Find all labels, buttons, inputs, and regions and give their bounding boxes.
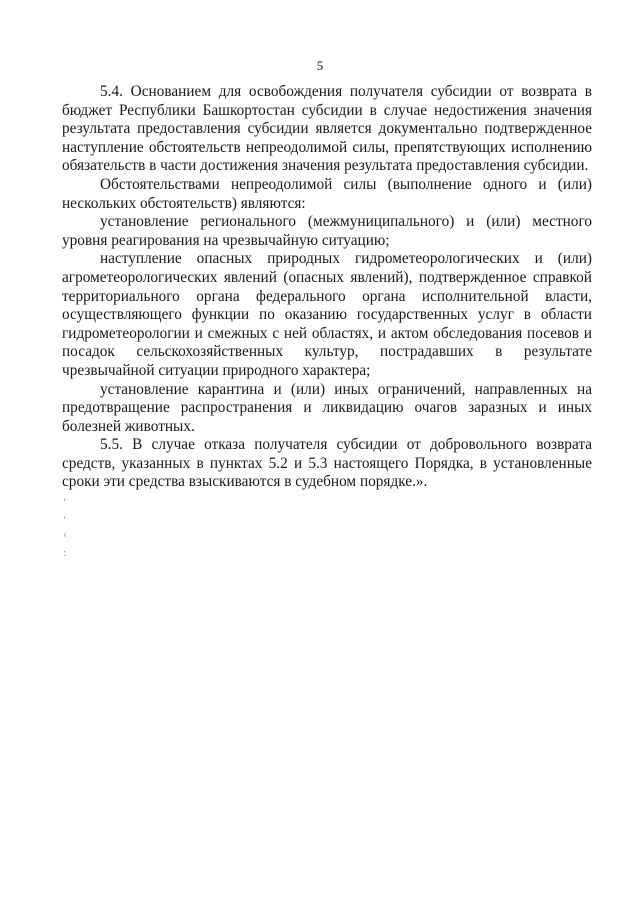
paragraph-5-4: 5.4. Основанием для освобождения получателя субсидии от возврата в бюджет Республики Башкортостан субсидии в случае недостижения значения результата предоставления субсидии является документально подтвержденное наступление обстоятельств непреодолимой силы, препятствующих исполнению обязательств в части достижения значения результата предоставления субсидии. — [62, 83, 592, 175]
margin-mark: , — [63, 510, 67, 521]
paragraph-5-5: 5.5. В случае отказа получателя субсидии от добровольного возврата средств, указанных в пунктах 5.2 и 5.3 настоящего Порядка, в установленные сроки эти средства взыскиваются в судебном порядке.». — [62, 436, 592, 491]
paragraph-emergency-response: установление регионального (межмуниципального) и (или) местного уровня реагирования на чрезвычайную ситуацию; — [62, 213, 592, 249]
margin-mark: ‹ — [63, 530, 67, 541]
margin-mark: : — [63, 548, 67, 559]
paragraph-hydrometeorological: наступление опасных природных гидрометеорологических и (или) агрометеорологических явлений (опасных явлений), подтвержденное справкой территориального органа федерального органа исполнительной власти, осуществляющего функции по оказанию государственных услуг в области гидрометеорологии и смежных с ней областях, и актом обследования посевов и посадок сельскохозяйственных культур, пострадавших в результате чрезвычайной ситуации природного характера; — [62, 250, 592, 379]
paragraph-force-majeure-intro: Обстоятельствами непреодолимой силы (выполнение одного и (или) нескольких обстоятельств) являются: — [62, 175, 592, 212]
margin-mark: , — [63, 492, 67, 503]
page-number: 5 — [316, 58, 324, 73]
paragraph-quarantine: установление карантина и (или) иных ограничений, направленных на предотвращение распространения и ликвидацию очагов заразных и иных болезней животных. — [62, 380, 592, 435]
document-body — [62, 83, 592, 492]
